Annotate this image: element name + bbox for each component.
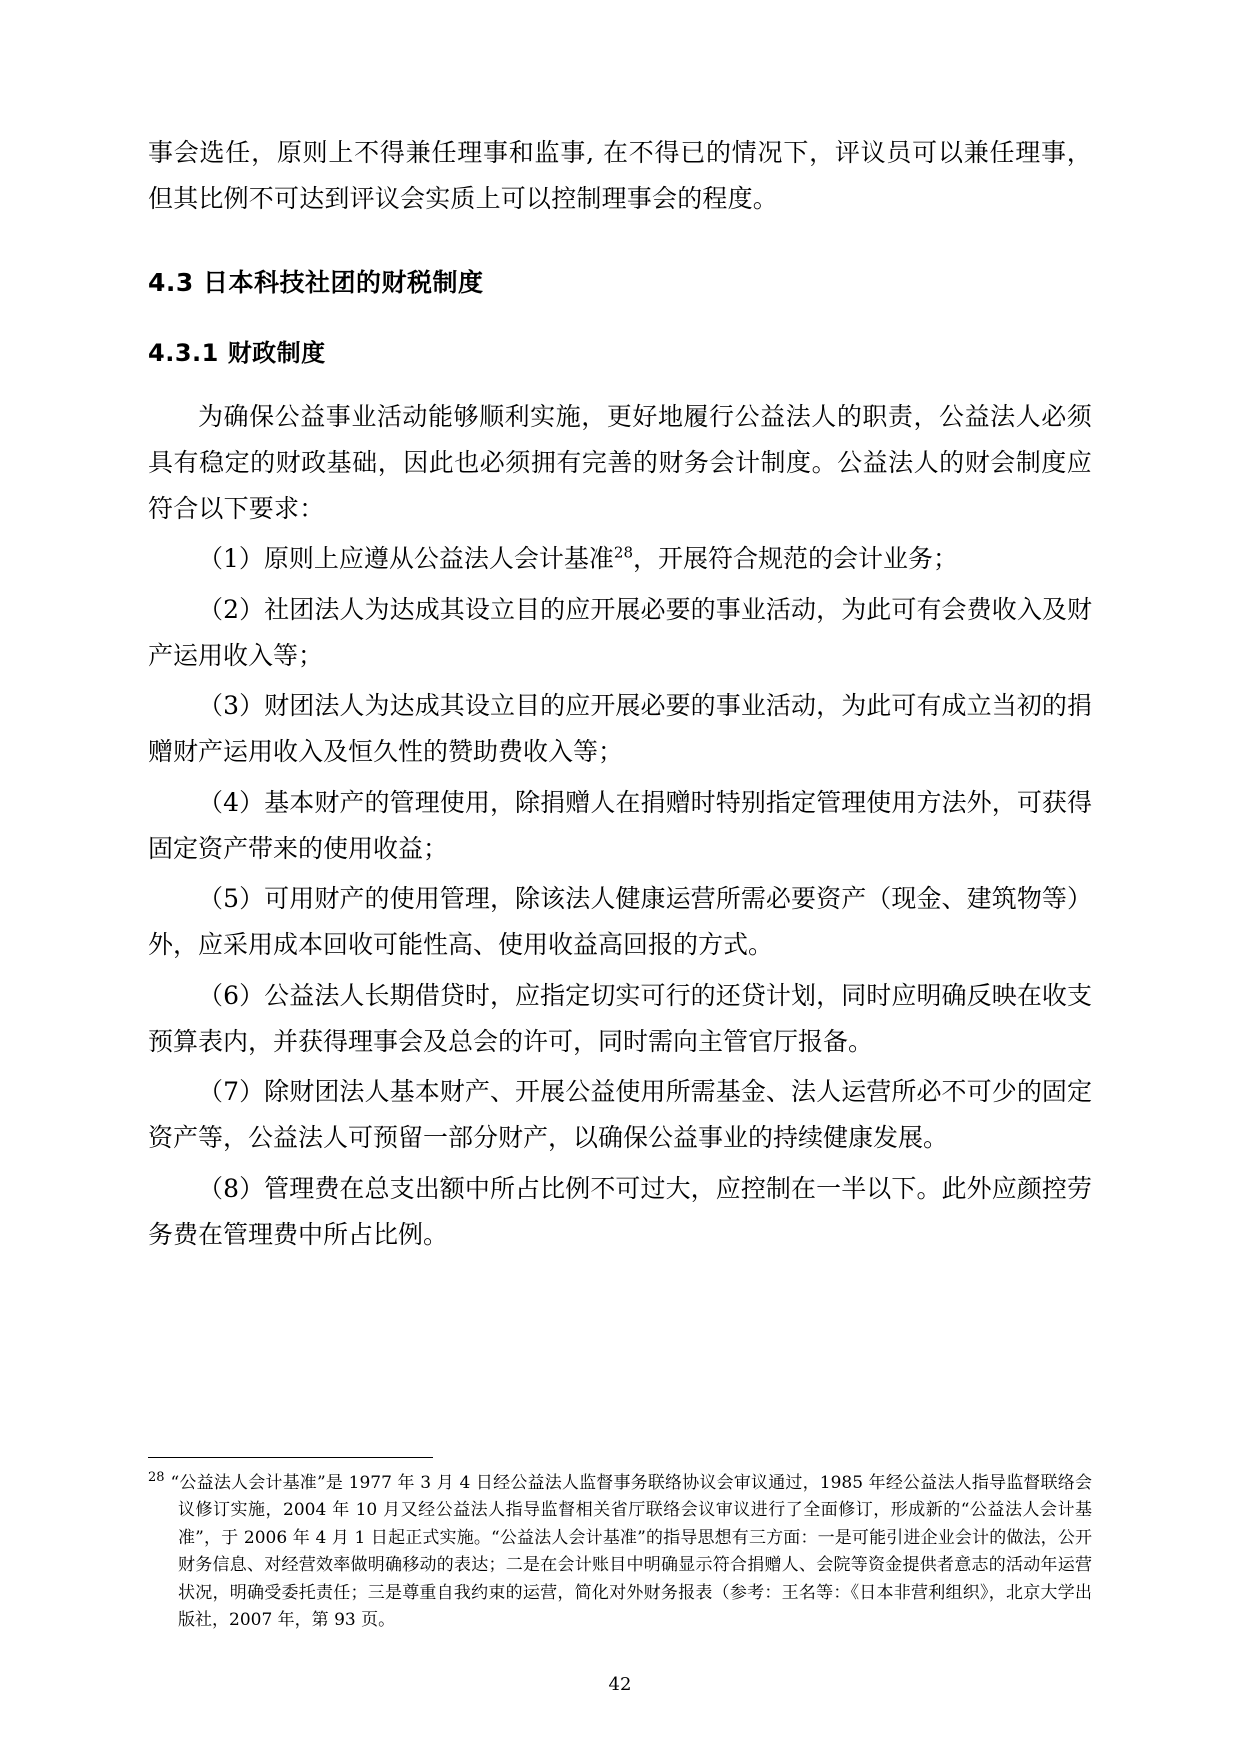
section-heading: 4.3 日本科技社团的财税制度 [148,267,484,297]
list-item [148,1069,1092,1162]
intro-paragraph: 为确保公益事业活动能够顺利实施，更好地履行公益法人的职责，公益法人必须具有稳定的财政基础，因此也必须拥有完善的财务会计制度。公益法人的财会制度应符合以下要求： [148,401,1092,523]
list-item-text: 原则上应遵从公益法人会计基准 [263,544,614,574]
list-item-text: 可用财产的使用管理，除该法人健康运营所需必要资产（现金、建筑物等）外，应采用成本回收可能性高、使用收益高回报的方式。 [148,884,1092,960]
list-item-number: （3） [198,691,265,720]
list-item-number: （8） [198,1173,265,1203]
list-item-text: 社团法人为达成其设立目的应开展必要的事业活动，为此可有会费收入及财产运用收入等； [148,594,1092,670]
footnote-marker: 28 [148,1470,165,1486]
list-item-text: 财团法人为达成其设立目的应开展必要的事业活动，为此可有成立当初的捐赠财产运用收入及恒久性的赞助费收入等； [148,691,1092,767]
footnote [148,1470,1092,1635]
list-item-text: 管理费在总支出额中所占比例不可过大，应控制在一半以下。此外应颜控劳务费在管理费中所占比例。 [148,1173,1092,1249]
footnote-reference: 28 [613,543,634,562]
list-item-number: （6） [198,980,265,1010]
list-item-number: （2） [198,594,265,624]
list-item-number: （7） [198,1077,265,1106]
list-item [148,587,1092,680]
footnote-area [148,1457,1092,1635]
list-item-text: 除财团法人基本财产、开展公益使用所需基金、法人运营所必不可少的固定资产等，公益法人可预留一部分财产，以确保公益事业的持续健康发展。 [148,1077,1092,1153]
list-item [148,1166,1092,1259]
list-item-number: （4） [198,787,265,817]
list-item-number: （1） [198,544,264,574]
list-item [148,780,1092,873]
footnote-text: “公益法人会计基准”是 1977 年 3 月 4 日经公益法人监督事务联络协议会审议通过，1985 年经公益法人指导监督联络会议修订实施，2004 年 10 月又经公益法人指导监督相关省厅联络会议审议进行了全面修订，形成新的“公益法人会计基准”，于 2006 年 4 月 1 日起正式实施。“公益法人会计基准”的指导思想有三方面：一是可能引进企业会计的做法，公开财务信息、对经营效率做明确移动的表达；二是在会计账目中明确显示符合捐赠人、会院等资金提供者意志的活动年运营状况，明确受委托责任；三是尊重自我约束的运营，简化对外财务报表（参考：王名等：《日本非营利组织》，北京大学出版社，2007 年，第 93 页。 [170,1472,1092,1631]
list-item-text-tail: ，开展符合规范的会计业务； [633,544,959,574]
list-item-text: 基本财产的管理使用，除捐赠人在捐赠时特别指定管理使用方法外，可获得固定资产带来的使用收益； [148,787,1092,863]
list-item-number: （5） [198,884,265,913]
subsection-heading: 4.3.1 财政制度 [148,338,326,367]
list-item [148,876,1092,969]
page-number: 42 [608,1674,632,1695]
footnote-separator [148,1457,433,1458]
list-item [148,683,1092,776]
top-paragraph: 事会选任，原则上不得兼任理事和监事, 在不得已的情况下，评议员可以兼任理事，但其比例不可达到评议会实质上可以控制理事会的程度。 [148,138,1092,214]
list-item [148,536,1092,582]
list-item-text: 公益法人长期借贷时，应指定切实可行的还贷计划，同时应明确反映在收支预算表内，并获得理事会及总会的许可，同时需向主管官厅报备。 [148,980,1092,1056]
list-item [148,973,1092,1066]
